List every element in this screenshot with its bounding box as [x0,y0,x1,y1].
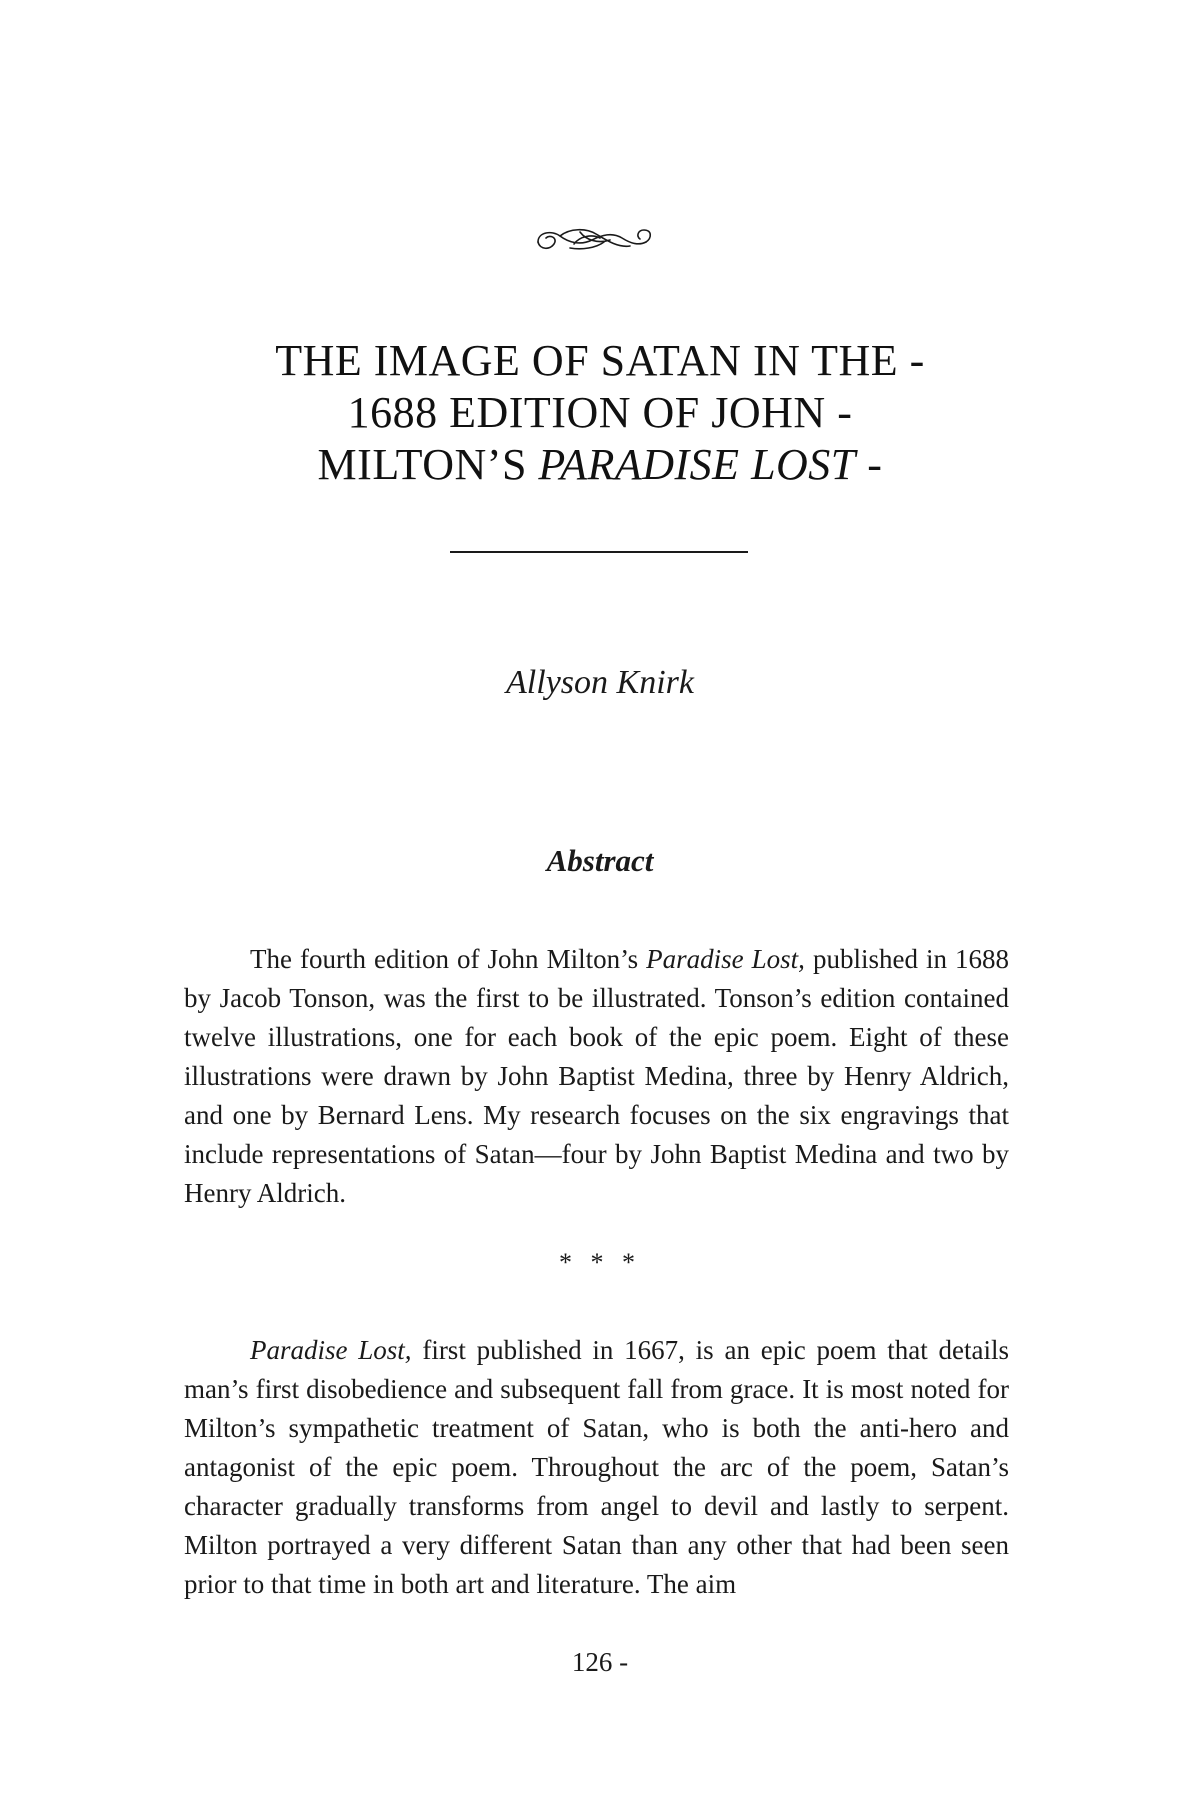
title-line-1: THE IMAGE OF SATAN IN THE - [275,336,925,385]
abstract-heading: Abstract [546,843,654,878]
decorative-flourish-icon [530,222,655,258]
body-paragraph [184,1331,1009,1604]
page-number: 126 - [571,1647,629,1677]
author-name: Allyson Knirk [506,664,694,701]
title-line-2: 1688 EDITION OF JOHN - [347,388,853,437]
title-divider-rule [450,551,748,553]
title-line-3-italic: PARADISE LOST [538,440,856,489]
body-text: first published in 1667, is an epic poem that details man’s first disobedience and subsequent fall from grace. It is most noted for Milton’s sympathetic treatment of Satan, who is both the anti-hero and antagonist of the epic poem. Throughout the arc of the poem, Satan’s character gradually transforms from angel to devil and lastly to serpent. Milton portrayed a very different Satan than any other that had been seen prior to that time in both art and literature. The aim [184,1335,1009,1599]
abstract-paragraph [184,940,1009,1213]
title-line-3-prefix: MILTON’S [317,440,539,489]
body-italic-title: Paradise Lost, [250,1335,412,1365]
article-title [200,335,1000,491]
abstract-italic-title: Paradise Lost, [646,944,805,974]
abstract-text-rest: published in 1688 by Jacob Tonson, was the first to be illustrated. Tonson’s edition contained twelve illustrations, one for each book of the epic poem. Eight of these illustrations were drawn by John Baptist Medina, three by Henry Aldrich, and one by Bernard Lens. My research focuses on the six engravings that include representations of Satan—four by John Baptist Medina and two by Henry Aldrich. [184,944,1009,1208]
title-line-3 [200,439,1000,491]
title-line-3-suffix: - [855,440,883,489]
abstract-text-start: The fourth edition of John Milton’s [250,944,647,974]
section-separator: * * * [559,1248,641,1277]
